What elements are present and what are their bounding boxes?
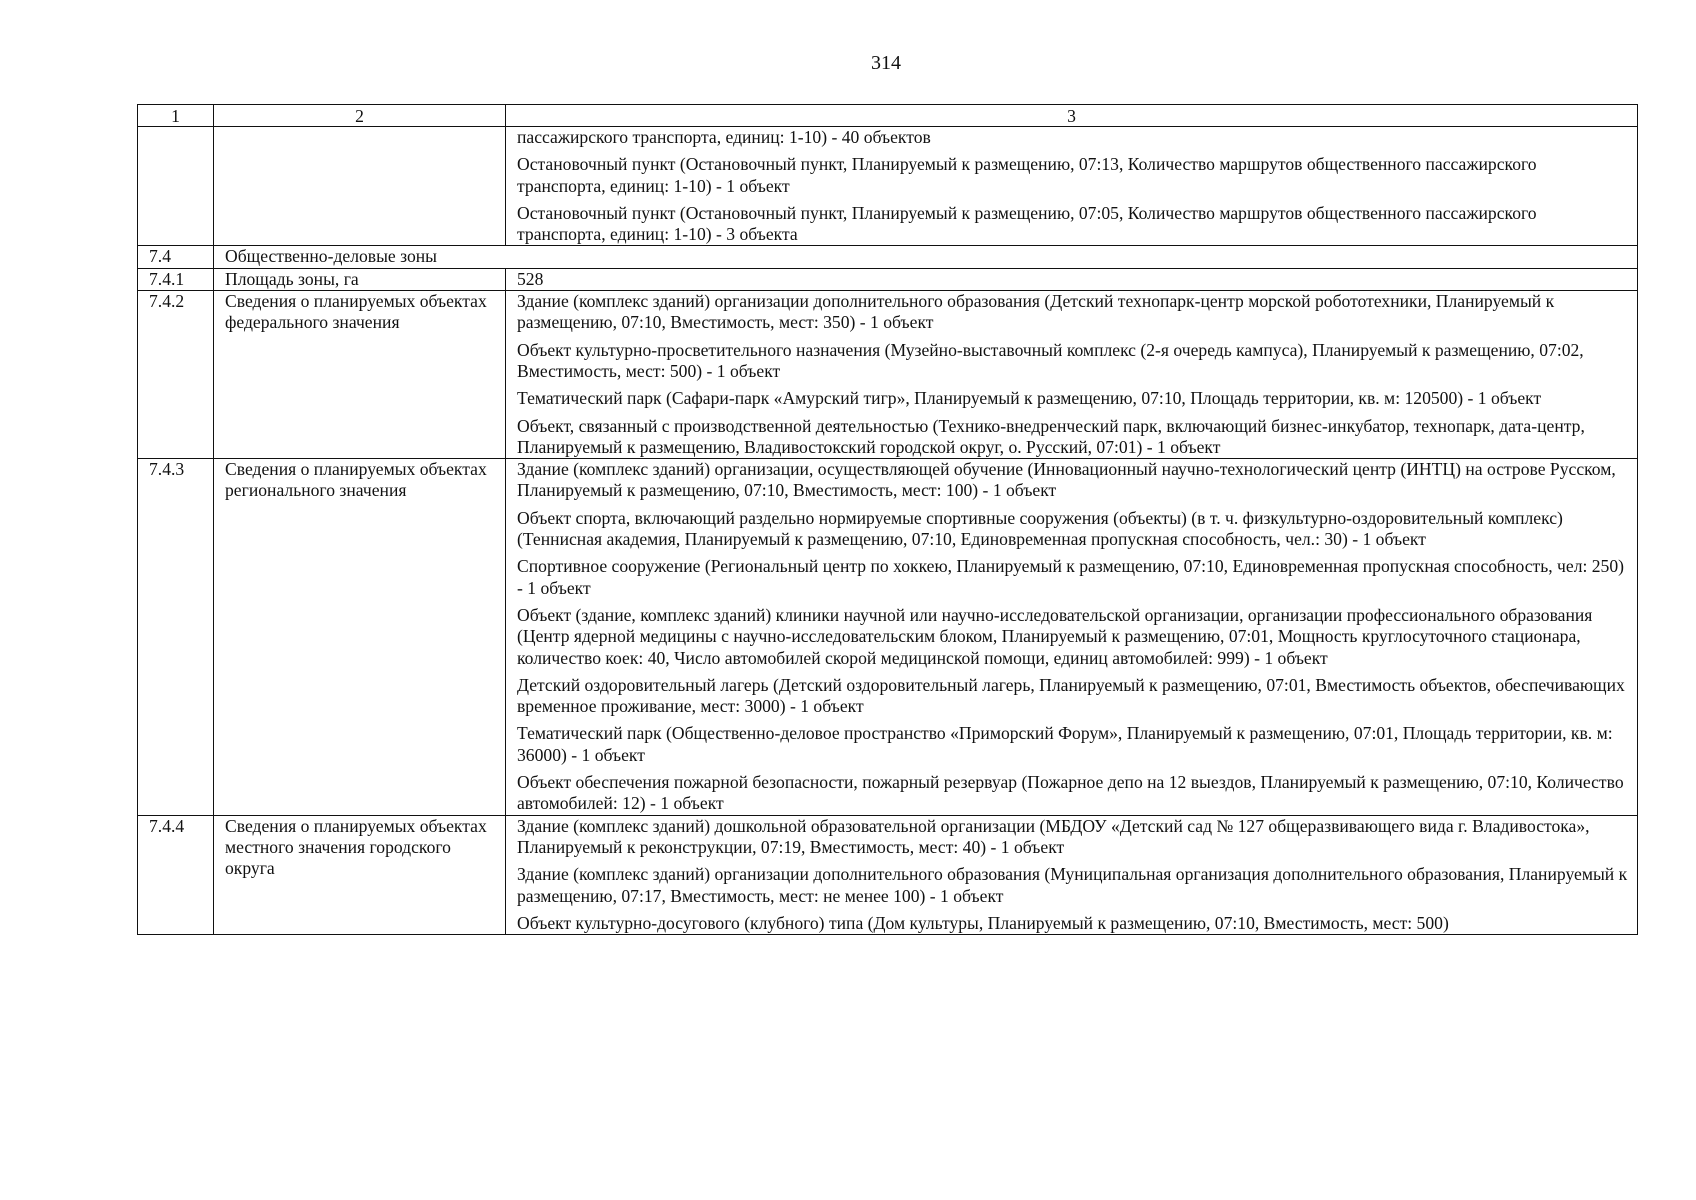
list-item: пассажирского транспорта, единиц: 1-10) - 40 объектов [517,127,931,147]
list-item: Детский оздоровительный лагерь (Детский оздоровительный лагерь, Планируемый к размещению, 07:01, Вместимость объектов, обеспечивающих временное проживание, мест: 3000) - 1 объект [517,674,1625,717]
table-row-continuation [138,127,1638,246]
list-item: Здание (комплекс зданий) организации, осуществляющей обучение (Инновационный научно-технологический центр (ИНТЦ) на острове Русском, Планируемый к размещению, 07:10, Вместимость, мест: 100) - 1 объект [517,459,1616,501]
list-item: Остановочный пункт (Остановочный пункт, Планируемый к размещению, 07:05, Количество маршрутов общественного пассажирского транспорта, единиц: 1-10) - 3 объекта [517,202,1537,245]
row-label-cell: Площадь зоны, га [214,268,506,290]
table-row-7-4-2 [138,291,1638,459]
row-number-cell: 7.4.2 [138,291,214,459]
list-item: Объект культурно-досугового (клубного) типа (Дом культуры, Планируемый к размещению, 07:10, Вместимость, мест: 500) [517,912,1449,933]
header-col-2: 2 [214,105,506,127]
list-item: Тематический парк (Общественно-деловое пространство «Приморский Форум», Планируемый к размещению, 07:01, Площадь территории, кв. м: 36000) - 1 объект [517,723,1613,765]
table-row-7-4-3 [138,459,1638,815]
list-item: Объект культурно-просветительного назначения (Музейно-выставочный комплекс (2-я очередь кампуса), Планируемый к размещению, 07:02, Вместимость, мест: 500) - 1 объект [517,339,1584,381]
header-col-1: 1 [138,105,214,127]
table-row-7-4 [138,246,1638,268]
row-number-cell: 7.4.3 [138,459,214,815]
table-header-row [138,105,1638,127]
row-number-cell: 7.4 [138,246,214,268]
list-item: Объект, связанный с производственной деятельностью (Технико-внедренческий парк, включающий бизнес-инкубатор, технопарк, дата-центр, Планируемый к размещению, Владивостокский городской округ, о. Русский, 07:01) - 1 объект [517,415,1585,457]
row-label-cell [214,127,506,246]
row-content-cell [506,291,1638,459]
list-item: Объект обеспечения пожарной безопасности, пожарный резервуар (Пожарное депо на 12 выездов, Планируемый к размещению, 07:10, Количество автомобилей: 12) - 1 объект [517,772,1624,814]
list-item: Остановочный пункт (Остановочный пункт, Планируемый к размещению, 07:13, Количество маршрутов общественного пассажирского транспорта, единиц: 1-10) - 1 объект [517,154,1537,196]
row-content-cell [506,815,1638,934]
row-content-cell [506,127,1638,246]
list-item: Здание (комплекс зданий) дошкольной образовательной организации (МБДОУ «Детский сад № 127 общеразвивающего вида г. Владивостока», Планируемый к реконструкции, 07:19, Вместимость, мест: 40) - 1 объект [517,815,1590,857]
planning-table [137,104,1638,935]
list-item: Тематический парк (Сафари-парк «Амурский тигр», Планируемый к размещению, 07:10, Площадь территории, кв. м: 120500) - 1 объект [517,388,1542,409]
row-number-cell [138,127,214,246]
row-label-cell: Сведения о планируемых объектах регионального значения [214,459,506,815]
table-row-7-4-1 [138,268,1638,290]
row-number-cell: 7.4.1 [138,268,214,290]
row-label-cell: Сведения о планируемых объектах местного значения городского округа [214,815,506,934]
section-title: Общественно-деловые зоны [214,246,1638,268]
zone-area-value: 528 [506,268,1638,290]
list-item: Здание (комплекс зданий) организации дополнительного образования (Детский технопарк-центр морской робототехники, Планируемый к размещению, 07:10, Вместимость, мест: 350) - 1 объект [517,291,1555,333]
row-content-cell [506,459,1638,815]
table-row-7-4-4 [138,815,1638,934]
page-number: 314 [871,52,901,74]
list-item: Здание (комплекс зданий) организации дополнительного образования (Муниципальная организация дополнительного образования, Планируемый к размещению, 07:17, Вместимость, мест: не менее 100) - 1 объект [517,864,1628,906]
row-label-cell: Сведения о планируемых объектах федерального значения [214,291,506,459]
list-item: Объект спорта, включающий раздельно нормируемые спортивные сооружения (объекты) (в т. ч. физкультурно-оздоровительный комплекс) (Теннисная академия, Планируемый к размещению, 07:10, Единовременная пропускная способность, чел.: 30) - 1 объект [517,507,1563,550]
row-number-cell: 7.4.4 [138,815,214,934]
header-col-3: 3 [506,105,1638,127]
list-item: Спортивное сооружение (Региональный центр по хоккею, Планируемый к размещению, 07:10, Единовременная пропускная способность, чел: 250) - 1 объект [517,556,1625,598]
list-item: Объект (здание, комплекс зданий) клиники научной или научно-исследовательской организации, организации профессионального образования (Центр ядерной медицины с научно-исследовательским блоком, Планируемый к размещению, 07:01, Мощность круглосуточного стационара, количество коек: 40, Число автомобилей скорой медицинской помощи, единиц автомобилей: 999) - 1 объект [517,604,1593,668]
